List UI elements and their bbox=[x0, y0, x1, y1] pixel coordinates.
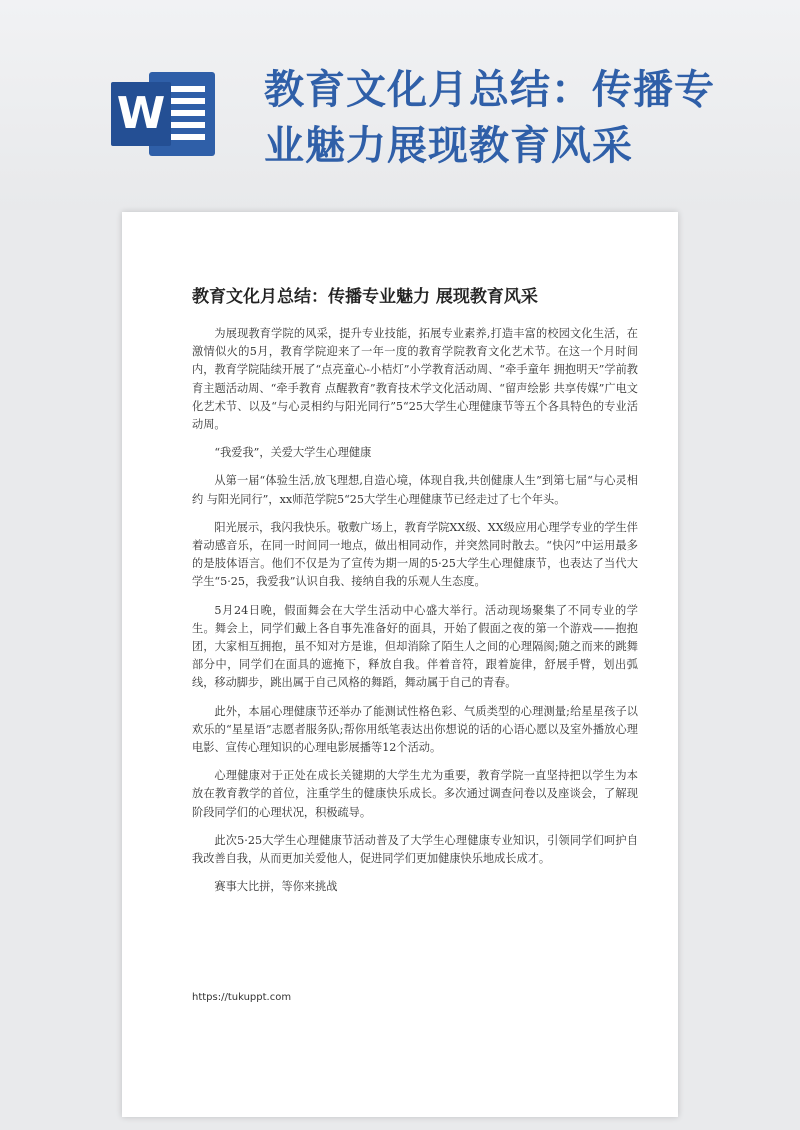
word-badge: W bbox=[111, 82, 171, 146]
header-banner bbox=[0, 0, 800, 210]
document-page bbox=[122, 212, 678, 1117]
paragraph: 5月24日晚，假面舞会在大学生活动中心盛大举行。活动现场聚集了不同专业的学生。舞会上，同学们戴上各自事先准备好的面具，开始了假面之夜的第一个游戏——抱抱团，大家相互拥抱，虽不知对方是谁，但却消除了陌生人之间的心理隔阂;随之而来的跳舞部分中，同学们在面具的遮掩下，释放自我。伴着音符，跟着旋律，舒展手臂，划出弧线，移动脚步，跳出属于自己风格的舞蹈，舞动属于自己的青春。 bbox=[192, 603, 638, 690]
section-heading: 赛事大比拼，等你来挑战 bbox=[214, 880, 338, 894]
document-title: 教育文化月总结：传播专业魅力 展现教育风采 bbox=[192, 287, 538, 307]
paragraph: 为展现教育学院的风采，提升专业技能，拓展专业素养,打造丰富的校园文化生活，在激情似火的5月，教育学院迎来了一年一度的教育学院教育文化艺术节。在这一个月时间内，教育学院陆续开展了“点亮童心-小桔灯”小学教育活动周、“牵手童年 拥抱明天”学前教育主题活动周、“牵手教育 点醒教育”教育技术学文化活动周、“留声绘影 共享传媒”广电文化艺术节、以及“与心灵相约与阳光同行”5“25大学生心理健康节等五个各具特色的专业活动周。 bbox=[192, 327, 638, 432]
paragraph: 心理健康对于正处在成长关键期的大学生尤为重要，教育学院一直坚持把以学生为本放在教育教学的首位，注重学生的健康快乐成长。多次通过调查问卷以及座谈会，了解现阶段同学们的心理状况，积极疏导。 bbox=[192, 769, 638, 819]
paragraph: 此次5·25大学生心理健康节活动普及了大学生心理健康专业知识，引领同学们呵护自我改善自我，从而更加关爱他人，促进同学们更加健康快乐地成长成才。 bbox=[192, 833, 638, 866]
footer-url: https://tukuppt.com bbox=[192, 992, 292, 1003]
section-heading: “我爱我”，关爱大学生心理健康 bbox=[214, 446, 372, 460]
paragraph: 从第一届“体验生活,放飞理想,自造心境，体现自我,共创健康人生”到第七届“与心灵相约 与阳光同行”，xx师范学院5“25大学生心理健康节已经走过了七个年头。 bbox=[192, 474, 638, 506]
document-body bbox=[192, 325, 638, 906]
paragraph: 阳光展示，我闪我快乐。敬敷广场上，教育学院XX级、XX级应用心理学专业的学生伴着动感音乐，在同一时间同一地点，做出相同动作，并突然同时散去。“快闪”中运用最多的是肢体语言。他们不仅是为了宣传为期一周的5·25大学生心理健康节，也表达了当代大学生“5·25，我爱我”认识自我、接纳自我的乐观人生态度。 bbox=[192, 520, 638, 589]
paragraph: 此外，本届心理健康节还举办了能测试性格色彩、气质类型的心理测量;给星星孩子以欢乐的“星星语”志愿者服务队;帮你用纸笔表达出你想说的话的心语心愿以及室外播放心理电影、宣传心理知识的心理电影展播等12个活动。 bbox=[192, 704, 638, 755]
word-document-icon bbox=[111, 72, 215, 156]
header-title: 教育文化月总结：传播专业魅力展现教育风采 bbox=[264, 67, 715, 169]
